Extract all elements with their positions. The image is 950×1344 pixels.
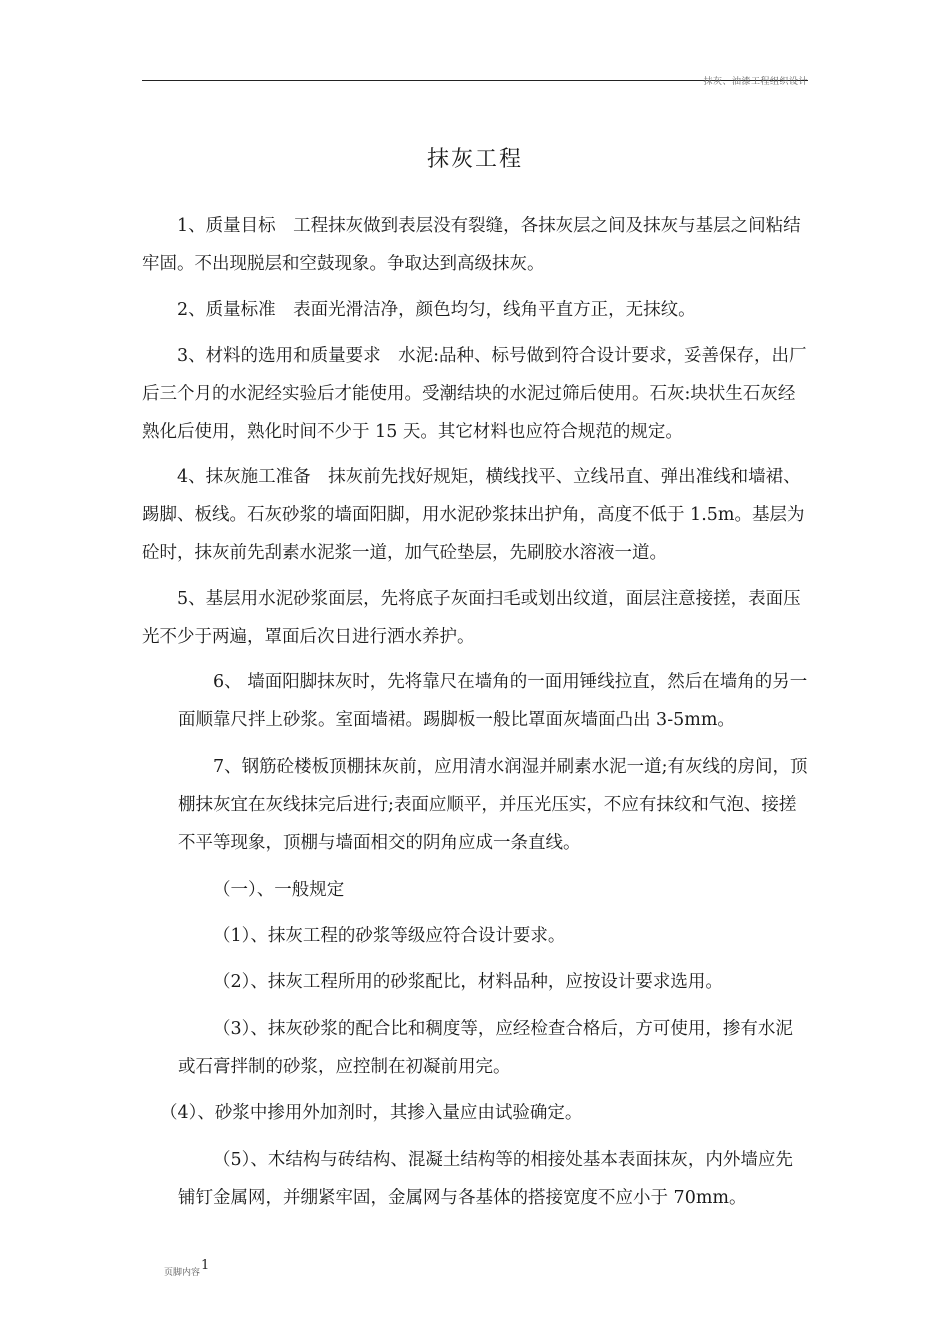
paragraph-external-corner: 6、 墙面阳脚抹灰时，先将靠尺在墙角的一面用锤线拉直，然后在墙角的另一面顺靠尺拌上砂浆。室面墙裙。踢脚板一般比罩面灰墙面凸出 3-5mm。 bbox=[178, 672, 808, 730]
rule-item-2: （2）、抹灰工程所用的砂浆配比，材料品种，应按设计要求选用。 bbox=[213, 972, 723, 992]
rule-item-5: （5）、木结构与砖结构、混凝土结构等的相接处基本表面抹灰，内外墙应先铺钉金属网，并绷紧牢固，金属网与各基体的搭接宽度不应小于 70mm。 bbox=[178, 1150, 793, 1208]
paragraph-quality-standard: 2、质量标准 表面光滑洁净，颜色均匀，线角平直方正，无抹纹。 bbox=[177, 300, 696, 320]
rule-item-3: （3）、抹灰砂浆的配合比和稠度等，应经检查合格后，方可使用，掺有水泥或石膏拌制的砂浆，应控制在初凝前用完。 bbox=[178, 1019, 793, 1077]
rule-item-4: （4）、砂浆中掺用外加剂时，其掺入量应由试验确定。 bbox=[160, 1103, 583, 1123]
section-heading-general-rules: （一）、一般规定 bbox=[213, 880, 345, 900]
paragraph-quality-target: 1、质量目标 工程抹灰做到表层没有裂缝，各抹灰层之间及抹灰与基层之间粘结牢固。不出现脱层和空鼓现象。争取达到高级抹灰。 bbox=[142, 216, 801, 274]
rule-item-1: （1）、抹灰工程的砂浆等级应符合设计要求。 bbox=[213, 926, 566, 946]
page-number: 1 bbox=[201, 1258, 210, 1273]
paragraph-base-layer: 5、基层用水泥砂浆面层，先将底子灰面扫毛或划出纹道，面层注意接搓，表面压光不少于两遍，罩面后次日进行洒水养护。 bbox=[142, 589, 801, 647]
footer-label: 页脚内容 bbox=[164, 1268, 201, 1278]
document-title: 抹灰工程 bbox=[426, 147, 523, 172]
running-header: 抹灰、油漆工程组织设计 bbox=[703, 77, 808, 87]
paragraph-ceiling: 7、钢筋砼楼板顶棚抹灰前，应用清水润湿并刷素水泥一道;有灰线的房间，顶棚抹灰宜在灰线抹完后进行;表面应顺平，并压光压实，不应有抹纹和气泡、接搓不平等现象，顶棚与墙面相交的阴角应成一条直线。 bbox=[178, 757, 808, 853]
paragraph-materials: 3、材料的选用和质量要求 水泥:品种、标号做到符合设计要求，妥善保存，出厂后三个月的水泥经实验后才能使用。受潮结块的水泥过筛后使用。石灰:块状生石灰经熟化后使用，熟化时间不少于 15 天。其它材料也应符合规范的规定。 bbox=[142, 346, 807, 442]
paragraph-preparation: 4、抹灰施工准备 抹灰前先找好规矩，横线找平、立线吊直、弹出准线和墙裙、踢脚、板线。石灰砂浆的墙面阳脚，用水泥砂浆抹出护角，高度不低于 1.5m。基层为砼时，抹灰前先刮素水泥浆一道，加气砼垫层，先刷胶水溶液一道。 bbox=[142, 467, 805, 563]
page-footer bbox=[164, 1258, 209, 1278]
